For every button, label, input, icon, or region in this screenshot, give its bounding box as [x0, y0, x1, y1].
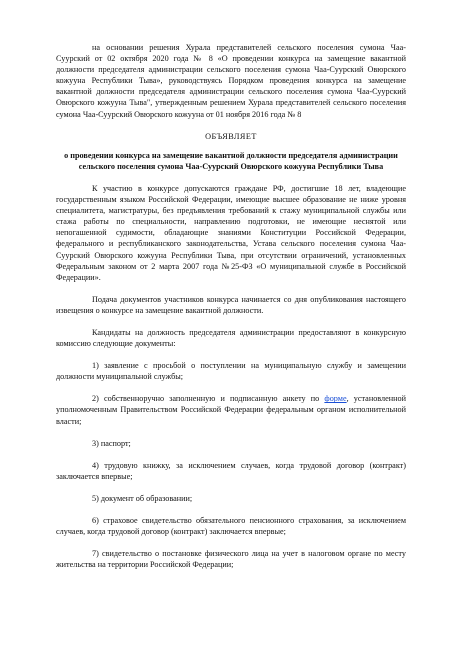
- document-item-2: [56, 393, 406, 426]
- document-item-5: 5) документ об образовании;: [92, 493, 193, 503]
- intro-paragraph: на основании решения Хурала представителей сельского поселения сумона Чаа-Суурский от 02 октября 2020 года № 8 «О проведении конкурса на замещение вакантной должности председателя администрации сельского поселения сумона Чаа-Суурский Овюрского кожууна Республики Тыва», руководствуясь Порядком проведения конкурса на замещение вакантной должности председателя администрации сельского поселения сумона Чаа-Суурский Овюрского кожууна Тыва", утвержденным решением Хурала представителей сельского поселения сумона Чаа-Суурский Овюрского кожууна от 01 ноября 2016 года № 8: [56, 43, 406, 119]
- document-item-7: 7) свидетельство о постановке физического лица на учет в налоговом органе по месту жительства на территории Российской Федерации;: [56, 549, 406, 570]
- item2-text-before: 2) собственноручно заполненную и подписанную анкету по: [92, 394, 325, 404]
- announcement-subtitle: о проведении конкурса на замещение вакантной должности председателя администрации сельского поселения сумона Чаа-Суурский Овюрского кожууна Республики Тыва: [64, 150, 398, 171]
- document-item-6: 6) страховое свидетельство обязательного пенсионного страхования, за исключением случаев, когда трудовой договор (контракт) заключается впервые;: [56, 516, 406, 537]
- form-link[interactable]: форме: [324, 394, 347, 404]
- document-item-1: 1) заявление с просьбой о поступлении на муниципальную службу и замещении должности муниципальной службы;: [56, 361, 406, 382]
- announcement-title: ОБЪЯВЛЯЕТ: [205, 131, 257, 141]
- requirements-paragraph: К участию в конкурсе допускаются граждане РФ, достигшие 18 лет, владеющие государственным языком Российской Федерации, имеющие высшее образование не ниже уровня специалитета, магистратуры, без предъявления требований к стажу муниципальной службы или стажа работы по специальности, направлению подготовки, не имеющие неснятой или непогашенной судимости, обладающие знаниями Конституции Российской Федерации, федерального и республиканского законодательства, Устава сельского поселения сумона Чаа-Суурский Овюрского кожууна Республики Тыва, при отсутствии ограничений, установленных Федеральным законом от 2 марта 2007 года №25-ФЗ «О муниципальной службе в Российской Федерации».: [56, 183, 406, 282]
- document-item-3: 3) паспорт;: [92, 438, 131, 448]
- candidates-paragraph: Кандидаты на должность председателя администрации предоставляют в конкурсную комиссию следующие документы:: [56, 327, 406, 349]
- item2-text-after: , установленной уполномоченным Правительством Российской Федерации федеральным органом исполнительной власти;: [56, 394, 407, 426]
- document-body: [56, 42, 406, 570]
- document-item-4: 4) трудовую книжку, за исключением случаев, когда трудовой договор (контракт) заключается впервые;: [56, 460, 406, 481]
- submission-paragraph: Подача документов участников конкурса начинается со дня опубликования настоящего извещения о конкурсе на замещение вакантной должности.: [56, 294, 406, 315]
